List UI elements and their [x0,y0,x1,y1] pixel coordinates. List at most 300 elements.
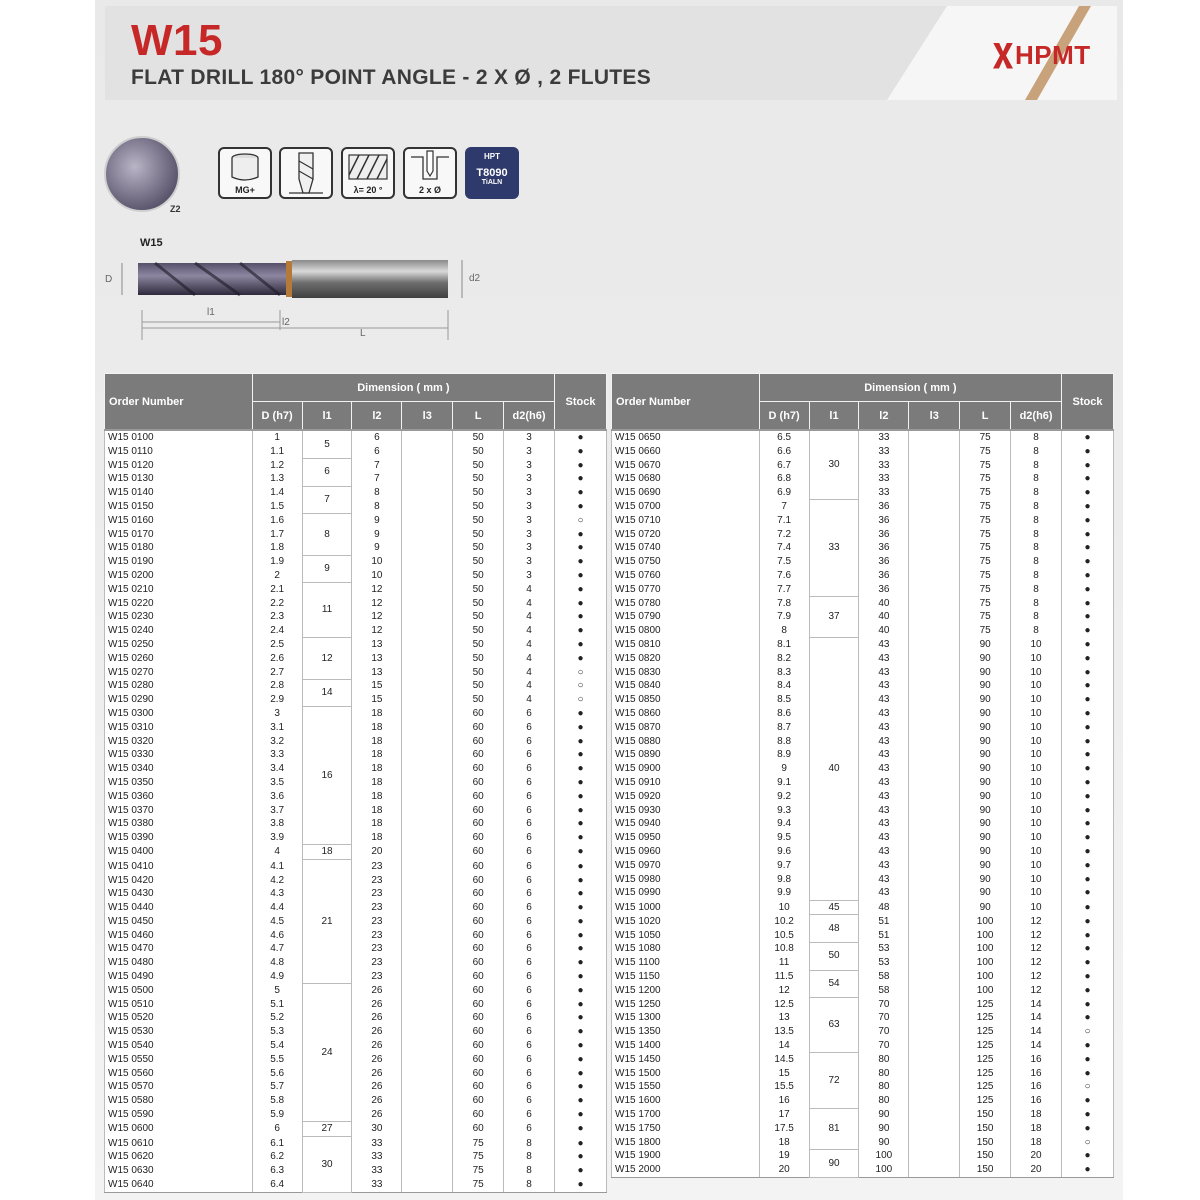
l2-cell: 90 [859,1108,909,1122]
shank-diameter-cell: 10 [1011,886,1062,900]
order-number-cell: W15 0900 [612,762,760,776]
l2-cell: 33 [859,430,909,445]
l1-cell: 8 [302,514,352,555]
material-icon [218,147,272,199]
diameter-cell: 8.6 [759,707,809,721]
table-row [105,707,607,721]
shank-diameter-cell: 14 [1011,998,1062,1012]
length-cell: 90 [960,735,1011,749]
diameter-cell: 9.3 [759,804,809,818]
order-number-cell: W15 0610 [105,1137,253,1151]
shank-diameter-cell: 18 [1011,1108,1062,1122]
length-cell: 60 [453,707,504,721]
stock-cell: ○ [1062,1025,1114,1039]
length-cell: 60 [453,790,504,804]
l3-cell [909,1163,960,1177]
shank-diameter-cell: 10 [1011,735,1062,749]
diameter-cell: 9 [759,762,809,776]
order-number-cell: W15 1900 [612,1149,760,1163]
order-number-cell: W15 1600 [612,1094,760,1108]
order-number-cell: W15 0250 [105,638,253,652]
shank-diameter-cell: 6 [504,1039,555,1053]
diameter-cell: 2.9 [252,693,302,707]
l2-cell: 26 [352,984,402,998]
shank-diameter-cell: 6 [504,984,555,998]
diameter-cell: 5.7 [252,1080,302,1094]
length-cell: 90 [960,748,1011,762]
diameter-cell: 3.7 [252,804,302,818]
stock-cell: ● [1062,929,1114,943]
table-row [612,970,1114,984]
stock-cell: ● [1062,624,1114,638]
diameter-cell: 1 [252,430,302,445]
order-number-cell: W15 0660 [612,445,760,459]
l3-cell [402,1150,453,1164]
length-cell: 75 [453,1137,504,1151]
l2-cell: 80 [859,1080,909,1094]
diameter-cell: 7.8 [759,597,809,611]
stock-cell: ● [555,1080,607,1094]
order-number-cell: W15 0920 [612,790,760,804]
shank-diameter-cell: 14 [1011,1011,1062,1025]
helix-label: λ= 20 ° [353,185,383,195]
length-cell: 60 [453,942,504,956]
stock-cell: ● [555,1011,607,1025]
order-number-cell: W15 1100 [612,956,760,970]
stock-cell: ● [555,776,607,790]
l3-cell [402,1094,453,1108]
length-cell: 125 [960,1067,1011,1081]
table-row [105,569,607,583]
shank-diameter-cell: 8 [1011,528,1062,542]
stock-cell: ● [1062,528,1114,542]
order-number-cell: W15 0870 [612,721,760,735]
shank-diameter-cell: 6 [504,970,555,984]
order-number-cell: W15 0720 [612,528,760,542]
stock-cell: ● [555,1094,607,1108]
stock-cell: ● [1062,748,1114,762]
l2-cell: 43 [859,693,909,707]
col-d-header: D (h7) [759,402,809,431]
l3-cell [909,610,960,624]
diameter-cell: 6.3 [252,1164,302,1178]
page-title: W15 [131,16,223,65]
stock-cell: ○ [555,679,607,693]
shank-diameter-cell: 6 [504,721,555,735]
material-label: MG+ [235,185,255,195]
length-cell: 60 [453,1122,504,1137]
shank-diameter-cell: 14 [1011,1025,1062,1039]
shank-diameter-cell: 8 [1011,624,1062,638]
diameter-cell: 9.6 [759,845,809,859]
table-row [105,956,607,970]
table-row [105,693,607,707]
l2-cell: 43 [859,886,909,900]
l1-cell: 24 [302,984,352,1122]
diameter-cell: 6.2 [252,1150,302,1164]
l3-cell [402,1080,453,1094]
diameter-cell: 6.7 [759,459,809,473]
diameter-cell: 6.8 [759,472,809,486]
l3-cell [909,652,960,666]
length-cell: 60 [453,901,504,915]
l2-cell: 26 [352,1094,402,1108]
shank-diameter-cell: 6 [504,748,555,762]
shank-diameter-cell: 20 [1011,1163,1062,1177]
stock-cell: ● [555,721,607,735]
order-number-cell: W15 0270 [105,666,253,680]
order-number-cell: W15 0940 [612,817,760,831]
diameter-cell: 5.6 [252,1067,302,1081]
diameter-cell: 5.1 [252,998,302,1012]
diameter-cell: 5.4 [252,1039,302,1053]
l2-cell: 26 [352,1067,402,1081]
stock-cell: ● [1062,886,1114,900]
l2-cell: 36 [859,541,909,555]
order-number-cell: W15 0340 [105,762,253,776]
diameter-cell: 1.8 [252,541,302,555]
drawing-title: W15 [140,237,163,249]
shank-diameter-cell: 8 [504,1137,555,1151]
shank-diameter-cell: 8 [1011,430,1062,445]
shank-diameter-cell: 6 [504,776,555,790]
stock-cell: ● [1062,721,1114,735]
depth-icon [403,147,457,199]
stock-cell: ● [1062,638,1114,652]
order-number-cell: W15 1250 [612,998,760,1012]
table-row [612,859,1114,873]
length-cell: 90 [960,804,1011,818]
stock-cell: ● [1062,597,1114,611]
diameter-cell: 4.4 [252,901,302,915]
l3-cell [909,666,960,680]
l3-cell [909,597,960,611]
diameter-cell: 3.9 [252,831,302,845]
order-number-cell: W15 0460 [105,929,253,943]
order-number-cell: W15 0990 [612,886,760,900]
l2-cell: 13 [352,652,402,666]
workpiece-cylinder-icon [220,149,270,185]
l2-cell: 6 [352,430,402,445]
l2-cell: 23 [352,901,402,915]
length-cell: 60 [453,1053,504,1067]
l3-cell [909,1094,960,1108]
table-row [612,1067,1114,1081]
stock-cell: ● [555,624,607,638]
order-number-cell: W15 0960 [612,845,760,859]
shank-diameter-cell: 8 [1011,500,1062,514]
l2-cell: 33 [859,472,909,486]
diameter-cell: 9.8 [759,873,809,887]
length-cell: 60 [453,860,504,874]
col-l-header: L [453,402,504,431]
table-row [105,831,607,845]
diameter-cell: 19 [759,1149,809,1163]
l2-cell: 23 [352,915,402,929]
l1-cell: 63 [809,998,859,1053]
l3-cell [402,1164,453,1178]
shank-diameter-cell: 10 [1011,845,1062,859]
stock-cell: ● [555,472,607,486]
stock-cell: ● [555,583,607,597]
l2-cell: 51 [859,929,909,943]
stock-cell: ● [1062,679,1114,693]
shank-diameter-cell: 6 [504,998,555,1012]
length-cell: 75 [960,597,1011,611]
diameter-cell: 6 [252,1122,302,1137]
table-row [612,514,1114,528]
shank-diameter-cell: 10 [1011,638,1062,652]
table-row [105,486,607,500]
page-subtitle: FLAT DRILL 180° POINT ANGLE - 2 X Ø , 2 FLUTES [131,66,652,89]
order-number-cell: W15 1050 [612,929,760,943]
shank-diameter-cell: 12 [1011,942,1062,956]
l2-cell: 20 [352,845,402,860]
l2-cell: 13 [352,638,402,652]
l2-cell: 9 [352,541,402,555]
shank-diameter-cell: 3 [504,500,555,514]
length-cell: 60 [453,762,504,776]
shank-diameter-cell: 3 [504,514,555,528]
diameter-cell: 6.1 [252,1137,302,1151]
table-row [105,1094,607,1108]
diameter-cell: 2.4 [252,624,302,638]
stock-cell: ● [555,500,607,514]
l3-cell [402,528,453,542]
order-number-cell: W15 0240 [105,624,253,638]
l3-cell [909,735,960,749]
diameter-cell: 15 [759,1067,809,1081]
helix-angle-icon [343,149,393,185]
stock-cell: ○ [555,666,607,680]
l2-cell: 43 [859,831,909,845]
length-cell: 90 [960,707,1011,721]
table-row [612,1025,1114,1039]
l3-cell [909,459,960,473]
length-cell: 50 [453,679,504,693]
table-row [105,541,607,555]
order-table-left [104,373,607,1193]
length-cell: 50 [453,486,504,500]
l3-cell [402,790,453,804]
depth-label: 2 x Ø [418,185,441,195]
stock-cell: ● [555,541,607,555]
order-number-cell: W15 0550 [105,1053,253,1067]
order-number-cell: W15 0230 [105,610,253,624]
table-row [105,679,607,693]
stock-cell: ● [1062,831,1114,845]
shank-diameter-cell: 6 [504,1011,555,1025]
diameter-cell: 11 [759,956,809,970]
shank-diameter-cell: 10 [1011,748,1062,762]
table-row [105,998,607,1012]
l3-cell [402,762,453,776]
l3-cell [402,569,453,583]
table-row [105,817,607,831]
shank-diameter-cell: 10 [1011,804,1062,818]
diameter-cell: 6.4 [252,1178,302,1192]
l3-cell [402,445,453,459]
diameter-cell: 8.2 [759,652,809,666]
diameter-cell: 12.5 [759,998,809,1012]
length-cell: 75 [960,569,1011,583]
table-row [612,555,1114,569]
diameter-cell: 1.5 [252,500,302,514]
table-row [612,459,1114,473]
l2-cell: 43 [859,859,909,873]
length-cell: 50 [453,528,504,542]
l3-cell [402,929,453,943]
l2-cell: 43 [859,707,909,721]
diameter-cell: 9.9 [759,886,809,900]
length-cell: 90 [960,776,1011,790]
length-cell: 75 [960,472,1011,486]
diameter-cell: 9.7 [759,859,809,873]
order-number-cell: W15 0840 [612,679,760,693]
logo-x-icon [993,43,1013,69]
stock-cell: ● [555,1039,607,1053]
stock-cell: ● [1062,984,1114,998]
length-cell: 75 [960,445,1011,459]
diameter-cell: 8.9 [759,748,809,762]
l3-cell [909,873,960,887]
diameter-cell: 4.5 [252,915,302,929]
shank-diameter-cell: 3 [504,459,555,473]
l3-cell [402,1011,453,1025]
shank-diameter-cell: 10 [1011,679,1062,693]
stock-cell: ● [555,860,607,874]
l1-cell: 9 [302,555,352,583]
order-number-cell: W15 1020 [612,915,760,929]
stock-cell: ● [1062,707,1114,721]
l2-cell: 70 [859,1025,909,1039]
l2-cell: 18 [352,735,402,749]
shank-diameter-cell: 4 [504,610,555,624]
l1-cell: 5 [302,430,352,459]
order-number-cell: W15 0120 [105,459,253,473]
order-number-cell: W15 0890 [612,748,760,762]
order-number-cell: W15 0520 [105,1011,253,1025]
drill-drawing [100,250,500,350]
diameter-cell: 3.4 [252,762,302,776]
order-number-cell: W15 0420 [105,874,253,888]
length-cell: 50 [453,541,504,555]
length-cell: 50 [453,500,504,514]
l3-cell [909,1149,960,1163]
stock-header: Stock [1062,374,1114,431]
l3-cell [402,666,453,680]
length-cell: 60 [453,970,504,984]
diameter-cell: 4.2 [252,874,302,888]
stock-cell: ● [555,915,607,929]
l3-cell [909,693,960,707]
shank-diameter-cell: 10 [1011,693,1062,707]
l2-cell: 43 [859,817,909,831]
diameter-cell: 15.5 [759,1080,809,1094]
order-number-cell: W15 0150 [105,500,253,514]
l3-cell [402,610,453,624]
shank-diameter-cell: 16 [1011,1080,1062,1094]
l1-cell: 7 [302,486,352,514]
l2-cell: 90 [859,1136,909,1150]
stock-cell: ● [555,528,607,542]
l3-cell [909,1136,960,1150]
length-cell: 75 [453,1178,504,1192]
stock-cell: ● [1062,514,1114,528]
l3-cell [909,831,960,845]
stock-cell: ● [555,998,607,1012]
col-d-header: D (h7) [252,402,302,431]
length-cell: 75 [960,583,1011,597]
shank-diameter-cell: 6 [504,1067,555,1081]
table-row [612,929,1114,943]
l1-cell: 16 [302,707,352,845]
l3-cell [402,1178,453,1192]
table-row [105,929,607,943]
table-row [105,1150,607,1164]
l2-cell: 23 [352,860,402,874]
order-number-cell: W15 0950 [612,831,760,845]
drill-end-view-icon [104,136,180,212]
length-cell: 60 [453,804,504,818]
l1-cell: 45 [809,900,859,915]
l2-cell: 12 [352,597,402,611]
order-number-cell: W15 0360 [105,790,253,804]
stock-cell: ● [1062,804,1114,818]
table-row [612,500,1114,514]
diameter-cell: 8.5 [759,693,809,707]
length-cell: 75 [960,610,1011,624]
col-d2-header: d2(h6) [504,402,555,431]
table-row [612,1011,1114,1025]
diameter-cell: 6.6 [759,445,809,459]
table-row [612,707,1114,721]
diameter-cell: 6.9 [759,486,809,500]
diameter-cell: 5.5 [252,1053,302,1067]
l3-cell [402,942,453,956]
length-cell: 90 [960,666,1011,680]
table-row [105,1080,607,1094]
shank-diameter-cell: 4 [504,638,555,652]
order-number-cell: W15 0490 [105,970,253,984]
logo-text: HPMT [1015,40,1091,70]
diameter-cell: 11.5 [759,970,809,984]
l2-cell: 33 [352,1178,402,1192]
l3-cell [909,762,960,776]
length-cell: 60 [453,1108,504,1122]
l2-cell: 53 [859,956,909,970]
order-number-cell: W15 0600 [105,1122,253,1137]
table-row [105,915,607,929]
order-number-cell: W15 0570 [105,1080,253,1094]
diameter-cell: 4.7 [252,942,302,956]
l2-cell: 58 [859,984,909,998]
shank-diameter-cell: 8 [1011,486,1062,500]
stock-cell: ● [555,430,607,445]
shank-diameter-cell: 6 [504,956,555,970]
length-cell: 90 [960,900,1011,915]
diameter-cell: 9.4 [759,817,809,831]
l2-cell: 43 [859,735,909,749]
order-number-cell: W15 0480 [105,956,253,970]
stock-cell: ● [1062,472,1114,486]
table-row [105,776,607,790]
l3-cell [909,486,960,500]
order-number-cell: W15 0770 [612,583,760,597]
l2-cell: 36 [859,583,909,597]
l2-cell: 100 [859,1163,909,1177]
stock-cell: ○ [1062,1136,1114,1150]
